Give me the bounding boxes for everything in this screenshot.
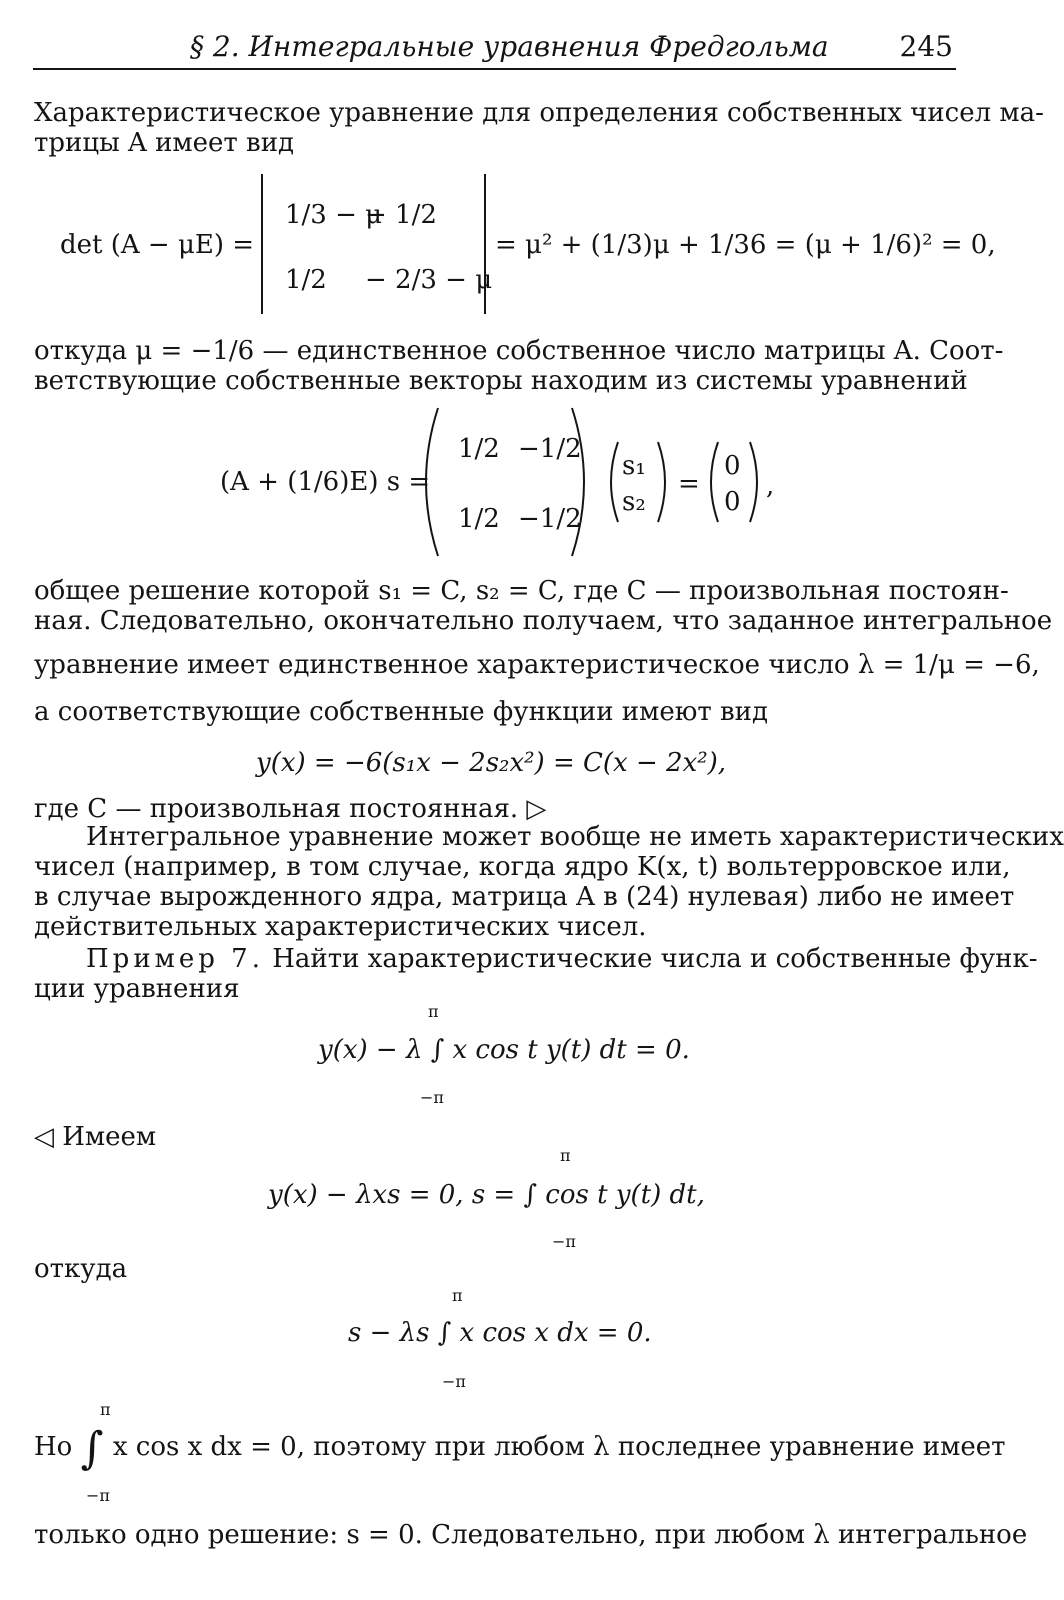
system-formula: [200, 402, 820, 562]
final-text: x cos x dx = 0, поэтому при любом λ последнее уравнение имеет: [112, 1432, 1006, 1462]
vector-cell: s₂: [622, 487, 646, 517]
matrix-cell: 1/3 − μ: [285, 200, 383, 230]
integral-lower-limit: −π: [442, 1372, 466, 1391]
vector-cell: 0: [724, 451, 741, 481]
text-line: ная. Следовательно, окончательно получаем, что заданное интегральное: [34, 606, 1053, 636]
integral-upper-limit: π: [560, 1146, 571, 1165]
matrix-cell: 1/2: [458, 504, 500, 534]
vector-cell: 0: [724, 487, 741, 517]
text-line: трицы A имеет вид: [34, 128, 295, 158]
final-line: [34, 1423, 1006, 1474]
text-line: Интегральное уравнение может вообще не иметь характеристических: [86, 822, 1064, 852]
text-line: чисел (например, в том случае, когда ядро K(x, t) вольтерровское или,: [34, 852, 1011, 882]
integral-sign: ∫: [80, 1423, 104, 1474]
text-line: откуда: [34, 1254, 128, 1284]
matrix-cell: − 2/3 − μ: [365, 265, 493, 295]
running-header-title: § 2. Интегральные уравнения Фредгольма: [190, 30, 829, 63]
have-equation: y(x) − λxs = 0, s = ∫ cos t y(t) dt,: [268, 1180, 705, 1210]
integral-lower-limit: −π: [86, 1486, 110, 1505]
eigenfunction-formula: y(x) = −6(s₁x − 2s₂x²) = C(x − 2x²),: [256, 748, 727, 778]
system-lhs: (A + (1/6)E) s =: [220, 467, 431, 497]
text-line: откуда μ = −1/6 — единственное собственное число матрицы A. Соот-: [34, 336, 1004, 366]
text-line: ветствующие собственные векторы находим из системы уравнений: [34, 366, 968, 396]
matrix-cell: −1/2: [518, 434, 582, 464]
vector-cell: s₁: [622, 451, 646, 481]
word-no: Но: [34, 1432, 73, 1462]
text-line: Характеристическое уравнение для определения собственных чисел ма-: [34, 98, 1044, 128]
text-line: общее решение которой s₁ = C, s₂ = C, где C — произвольная постоян-: [34, 576, 1009, 606]
example-equation: y(x) − λ ∫ x cos t y(t) dt = 0.: [318, 1035, 690, 1065]
example-label: Пример 7.: [86, 944, 264, 974]
integral-upper-limit: π: [452, 1286, 463, 1305]
text-line: где C — произвольная постоянная. ▷: [34, 794, 547, 824]
example-text: Найти характеристические числа и собственные функ-: [272, 944, 1038, 974]
matrix-cell: − 1/2: [365, 200, 437, 230]
text-line: ◁ Имеем: [34, 1122, 157, 1152]
whence-equation: s − λs ∫ x cos x dx = 0.: [348, 1318, 652, 1348]
example-line: [86, 944, 1038, 974]
formula-lhs: det (A − μE) =: [60, 230, 255, 260]
determinant-formula: [40, 168, 996, 318]
text-line: только одно решение: s = 0. Следовательно, при любом λ интегральное: [34, 1520, 1028, 1550]
matrix-cell: −1/2: [518, 504, 582, 534]
matrix-cell: 1/2: [285, 265, 327, 295]
integral-lower-limit: −π: [552, 1232, 576, 1251]
integral-upper-limit: π: [100, 1400, 111, 1419]
text-line: действительных характеристических чисел.: [34, 912, 647, 942]
matrix-cell: 1/2: [458, 434, 500, 464]
text-line: уравнение имеет единственное характеристическое число λ = 1/μ = −6,: [34, 650, 1040, 680]
text-line: ции уравнения: [34, 974, 240, 1004]
svg-text:,: ,: [766, 471, 775, 501]
integral-lower-limit: −π: [420, 1088, 444, 1107]
integral-upper-limit: π: [428, 1002, 439, 1021]
formula-rhs: = μ² + (1/3)μ + 1/36 = (μ + 1/6)² = 0,: [495, 230, 996, 260]
page-number: 245: [899, 30, 953, 63]
header-rule: [33, 68, 956, 70]
text-line: в случае вырожденного ядра, матрица A в (24) нулевая) либо не имеет: [34, 882, 1015, 912]
svg-text:=: =: [678, 469, 700, 499]
text-line: а соответствующие собственные функции имеют вид: [34, 697, 769, 727]
